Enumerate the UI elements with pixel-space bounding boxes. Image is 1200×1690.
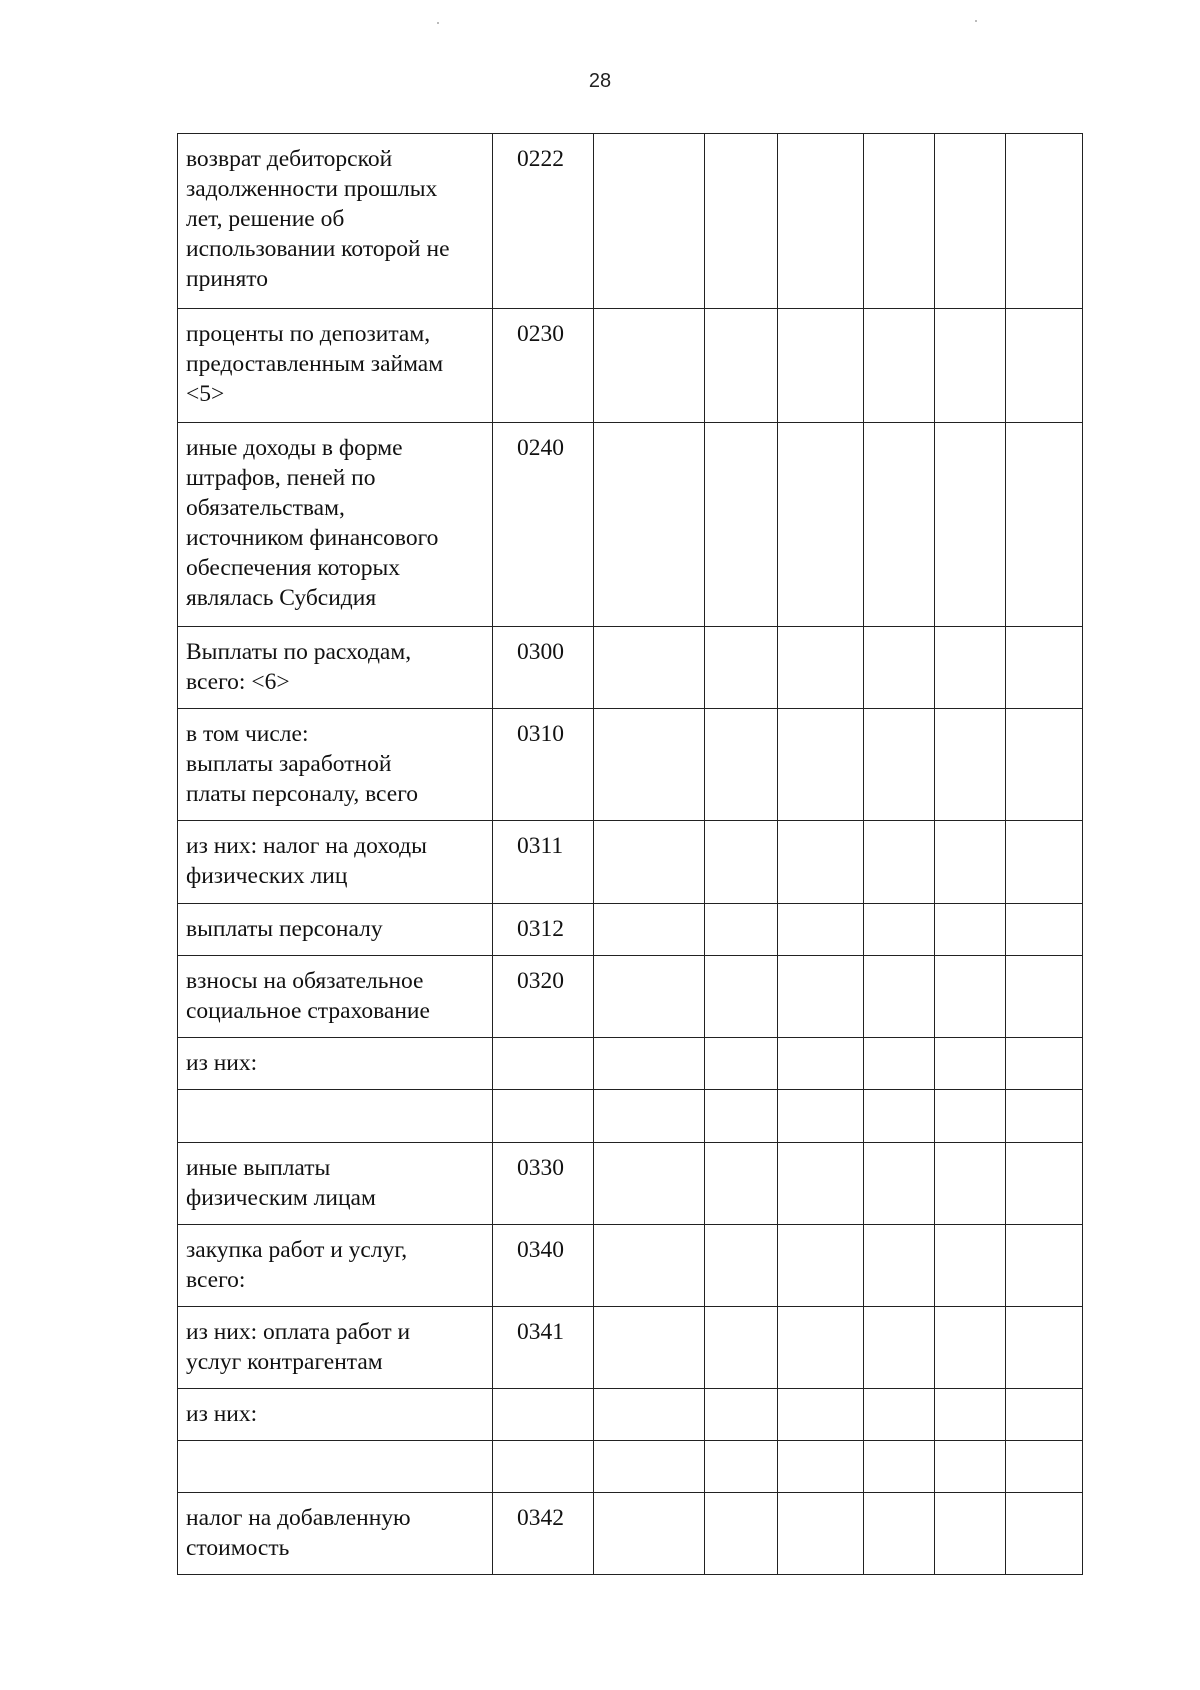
value-cell: [778, 134, 864, 309]
value-cell: [864, 627, 935, 709]
value-cell: [778, 904, 864, 956]
value-cell: [935, 956, 1006, 1038]
row-name-cell: иные доходы в форме штрафов, пеней по обязательствам, источником финансового обеспечения которых являлась Субсидия: [178, 423, 493, 627]
table-row: [178, 1225, 1083, 1307]
value-cell: [1006, 627, 1083, 709]
value-cell: [778, 1038, 864, 1090]
value-cell: [778, 627, 864, 709]
value-cell: [594, 627, 705, 709]
row-code-cell: [493, 1090, 594, 1143]
value-cell: [864, 309, 935, 423]
value-cell: [705, 1143, 778, 1225]
value-cell: [1006, 309, 1083, 423]
value-cell: [864, 1441, 935, 1493]
table-row: [178, 423, 1083, 627]
value-cell: [1006, 1389, 1083, 1441]
table-body: [178, 134, 1083, 1575]
row-code-cell: 0240: [493, 423, 594, 627]
value-cell: [778, 1225, 864, 1307]
scan-speck: [975, 20, 977, 22]
value-cell: [705, 709, 778, 821]
row-code-cell: 0310: [493, 709, 594, 821]
value-cell: [778, 956, 864, 1038]
table-row: [178, 904, 1083, 956]
table-row: [178, 1441, 1083, 1493]
value-cell: [864, 1038, 935, 1090]
row-code-cell: [493, 1389, 594, 1441]
value-cell: [1006, 1090, 1083, 1143]
value-cell: [864, 423, 935, 627]
row-name-cell: возврат дебиторской задолженности прошлых лет, решение об использовании которой не принято: [178, 134, 493, 309]
value-cell: [935, 627, 1006, 709]
value-cell: [1006, 956, 1083, 1038]
row-code-cell: [493, 1038, 594, 1090]
value-cell: [778, 1389, 864, 1441]
report-table: [177, 133, 1083, 1575]
value-cell: [935, 309, 1006, 423]
value-cell: [935, 1090, 1006, 1143]
value-cell: [778, 423, 864, 627]
row-code-cell: 0311: [493, 821, 594, 904]
row-name-cell: иные выплаты физическим лицам: [178, 1143, 493, 1225]
value-cell: [935, 1493, 1006, 1575]
scan-speck: [437, 22, 439, 24]
value-cell: [705, 956, 778, 1038]
table-row: [178, 627, 1083, 709]
row-code-cell: 0312: [493, 904, 594, 956]
value-cell: [864, 1493, 935, 1575]
value-cell: [1006, 1307, 1083, 1389]
value-cell: [778, 309, 864, 423]
value-cell: [935, 821, 1006, 904]
row-name-cell: из них:: [178, 1038, 493, 1090]
value-cell: [864, 709, 935, 821]
value-cell: [705, 1493, 778, 1575]
row-name-cell: налог на добавленную стоимость: [178, 1493, 493, 1575]
value-cell: [594, 956, 705, 1038]
value-cell: [935, 423, 1006, 627]
value-cell: [594, 309, 705, 423]
value-cell: [778, 1143, 864, 1225]
row-code-cell: 0230: [493, 309, 594, 423]
row-name-cell: взносы на обязательное социальное страхование: [178, 956, 493, 1038]
value-cell: [594, 1090, 705, 1143]
table-row: [178, 1143, 1083, 1225]
value-cell: [705, 134, 778, 309]
value-cell: [864, 821, 935, 904]
table-row: [178, 309, 1083, 423]
row-code-cell: [493, 1441, 594, 1493]
value-cell: [594, 904, 705, 956]
value-cell: [864, 956, 935, 1038]
value-cell: [935, 1307, 1006, 1389]
row-name-cell: в том числе: выплаты заработной платы персоналу, всего: [178, 709, 493, 821]
value-cell: [864, 134, 935, 309]
value-cell: [594, 1389, 705, 1441]
row-code-cell: 0341: [493, 1307, 594, 1389]
value-cell: [864, 1090, 935, 1143]
value-cell: [705, 1225, 778, 1307]
table-row: [178, 1493, 1083, 1575]
table-row: [178, 134, 1083, 309]
table-row: [178, 956, 1083, 1038]
value-cell: [594, 821, 705, 904]
value-cell: [594, 1307, 705, 1389]
table-row: [178, 709, 1083, 821]
value-cell: [864, 1225, 935, 1307]
row-code-cell: 0342: [493, 1493, 594, 1575]
row-code-cell: 0222: [493, 134, 594, 309]
value-cell: [705, 1389, 778, 1441]
value-cell: [594, 1038, 705, 1090]
value-cell: [1006, 1225, 1083, 1307]
table-row: [178, 1038, 1083, 1090]
value-cell: [864, 1389, 935, 1441]
value-cell: [778, 1090, 864, 1143]
row-name-cell: из них: оплата работ и услуг контрагентам: [178, 1307, 493, 1389]
value-cell: [1006, 1143, 1083, 1225]
value-cell: [935, 709, 1006, 821]
row-code-cell: 0340: [493, 1225, 594, 1307]
value-cell: [705, 1307, 778, 1389]
row-code-cell: 0330: [493, 1143, 594, 1225]
value-cell: [705, 1038, 778, 1090]
value-cell: [778, 1307, 864, 1389]
value-cell: [1006, 423, 1083, 627]
value-cell: [935, 1143, 1006, 1225]
value-cell: [594, 1143, 705, 1225]
value-cell: [935, 1038, 1006, 1090]
value-cell: [1006, 1038, 1083, 1090]
value-cell: [935, 134, 1006, 309]
value-cell: [778, 1441, 864, 1493]
value-cell: [935, 1225, 1006, 1307]
row-name-cell: [178, 1090, 493, 1143]
row-name-cell: Выплаты по расходам, всего: <6>: [178, 627, 493, 709]
value-cell: [705, 423, 778, 627]
value-cell: [594, 423, 705, 627]
value-cell: [705, 627, 778, 709]
value-cell: [778, 1493, 864, 1575]
value-cell: [705, 1090, 778, 1143]
value-cell: [1006, 821, 1083, 904]
value-cell: [594, 1441, 705, 1493]
value-cell: [1006, 1441, 1083, 1493]
value-cell: [1006, 904, 1083, 956]
row-code-cell: 0320: [493, 956, 594, 1038]
value-cell: [705, 904, 778, 956]
row-name-cell: выплаты персоналу: [178, 904, 493, 956]
value-cell: [594, 1225, 705, 1307]
page-number: 28: [588, 70, 612, 92]
row-name-cell: из них: налог на доходы физических лиц: [178, 821, 493, 904]
value-cell: [935, 904, 1006, 956]
table-row: [178, 1090, 1083, 1143]
value-cell: [778, 709, 864, 821]
value-cell: [705, 1441, 778, 1493]
row-name-cell: из них:: [178, 1389, 493, 1441]
row-name-cell: проценты по депозитам, предоставленным займам <5>: [178, 309, 493, 423]
value-cell: [935, 1441, 1006, 1493]
table-row: [178, 1389, 1083, 1441]
table-row: [178, 821, 1083, 904]
value-cell: [594, 134, 705, 309]
value-cell: [778, 821, 864, 904]
row-code-cell: 0300: [493, 627, 594, 709]
value-cell: [864, 1307, 935, 1389]
table-row: [178, 1307, 1083, 1389]
value-cell: [864, 904, 935, 956]
value-cell: [705, 309, 778, 423]
value-cell: [1006, 1493, 1083, 1575]
value-cell: [594, 1493, 705, 1575]
value-cell: [935, 1389, 1006, 1441]
row-name-cell: закупка работ и услуг, всего:: [178, 1225, 493, 1307]
row-name-cell: [178, 1441, 493, 1493]
value-cell: [1006, 134, 1083, 309]
value-cell: [705, 821, 778, 904]
value-cell: [594, 709, 705, 821]
value-cell: [1006, 709, 1083, 821]
value-cell: [864, 1143, 935, 1225]
